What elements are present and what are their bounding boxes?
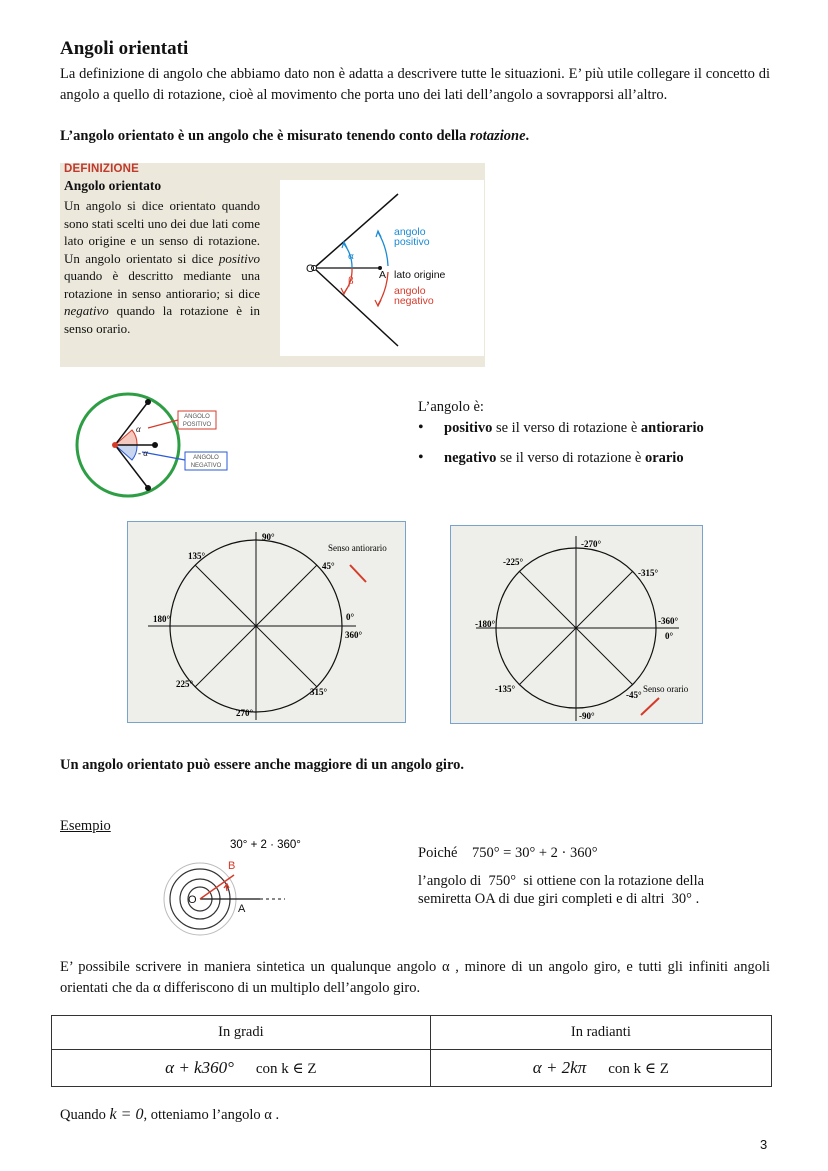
example-fig-b: B [228,860,236,872]
fig-a-label: A [379,269,387,281]
table-row [52,1050,772,1087]
rotation-caption: Senso antiorario [328,543,387,553]
angle-sign-list [418,420,704,480]
page-number: 3 [760,1137,768,1152]
definition-figure [280,180,484,356]
label-neg-0: 0° [665,631,674,641]
oriented-angle-diagram [280,180,484,356]
label-neg-225: -225° [503,557,524,567]
fig-negative-label-1: angolo [394,285,426,297]
fig-o-label: O [306,263,315,275]
fig-alpha-label: α [348,250,354,262]
fig-negative-label-2: negativo [394,295,434,307]
label-neg-315: -315° [638,568,659,578]
oriented-angle-statement: L’angolo orientato è un angolo che è misurato tenendo conto della rotazione. [60,128,530,144]
label-neg-90: -90° [579,711,595,721]
label-neg-180: -180° [475,619,496,629]
label-45: 45° [322,561,335,571]
definition-tag: DEFINIZIONE [64,163,140,175]
label-360: 360° [345,630,363,640]
when-k-zero: Quando k = 0, otteniamo l’angolo α . [60,1106,280,1123]
green-fig-alpha: α [136,424,141,434]
spiral-example-figure [150,833,310,938]
angle-list-head: L’angolo è: [418,399,484,415]
label-135: 135° [188,551,206,561]
label-neg-135: -135° [495,684,516,694]
table-row [52,1016,772,1050]
label-neg-360: -360° [658,616,679,626]
list-item: • positivo se il verso di rotazione è antiorario [418,420,704,437]
green-fig-neg-alpha: - α [138,448,148,458]
example-label: Esempio [60,818,111,834]
green-fig-positive-label-1: ANGOLO [184,414,210,420]
intro-paragraph: La definizione di angolo che abbiamo dato non è adatta a descrivere tutte le situazioni. E’ più utile collegare il concetto di angolo a quello di rotazione, cioè al movimento che porta uno dei lati dell’angolo a sovrapporsi all’altro. [60,66,770,103]
example-fig-caption: 30° + 2 · 360° [230,839,301,851]
label-315: 315° [310,687,328,697]
label-0: 0° [346,612,355,622]
green-fig-negative-label-2: NEGATIVO [190,463,222,469]
fig-positive-label-1: angolo [394,226,426,238]
label-90: 90° [262,532,275,542]
table-head-radians: In radianti [430,1016,771,1050]
fig-positive-label-2: positivo [394,236,430,248]
definition-text: Un angolo si dice orientato quando sono stati scelti uno dei due lati come lato origine e un senso di rotazione. Un angolo orientato si dice positivo quando è descritto mediante una rotazione in senso antiorario; si dice negativo quando la rotazione è in senso orario. [64,198,260,336]
table-head-degrees: In gradi [52,1016,431,1050]
example-fig-o: O [188,894,197,906]
counterclockwise-circle-figure [127,521,406,723]
green-circle-figure [60,392,240,500]
label-neg-45: -45° [626,690,642,700]
general-statement: E’ possibile scrivere in maniera sintetica un qualunque angolo α , minore di un angolo giro, e tutti gli infiniti angoli orientati che da α differiscono di un multiplo dell’angolo giro. [60,959,770,996]
label-neg-270: -270° [581,539,602,549]
fig-origin-side-label: lato origine [394,269,446,281]
greater-than-full-angle: Un angolo orientato può essere anche maggiore di un angolo giro. [60,757,465,773]
example-line-3: semiretta OA di due giri completi e di altri 30° . [418,891,700,907]
table-cell-degrees: α + k360° con k ∈ Z [52,1050,431,1087]
definition-title: Angolo orientato [64,178,162,193]
definition-box [60,163,485,367]
green-fig-negative-label-1: ANGOLO [193,455,219,461]
list-item: • negativo se il verso di rotazione è orario [418,450,704,467]
label-270: 270° [236,708,254,718]
example-line-1: Poiché 750° = 30° + 2 · 360° [418,845,598,861]
table-cell-radians: α + 2kπ con k ∈ Z [430,1050,771,1087]
example-fig-a: A [238,903,246,915]
page-title: Angoli orientati [60,38,189,59]
rotation-caption-clockwise: Senso orario [643,684,689,694]
green-fig-positive-label-2: POSITIVO [182,422,212,428]
example-line-2: l’angolo di 750° si ottiene con la rotazione della [418,873,705,889]
clockwise-circle-figure [450,525,703,724]
fig-beta-label: β [348,275,354,287]
formula-table [51,1015,772,1087]
label-180: 180° [153,614,171,624]
label-225: 225° [176,679,194,689]
